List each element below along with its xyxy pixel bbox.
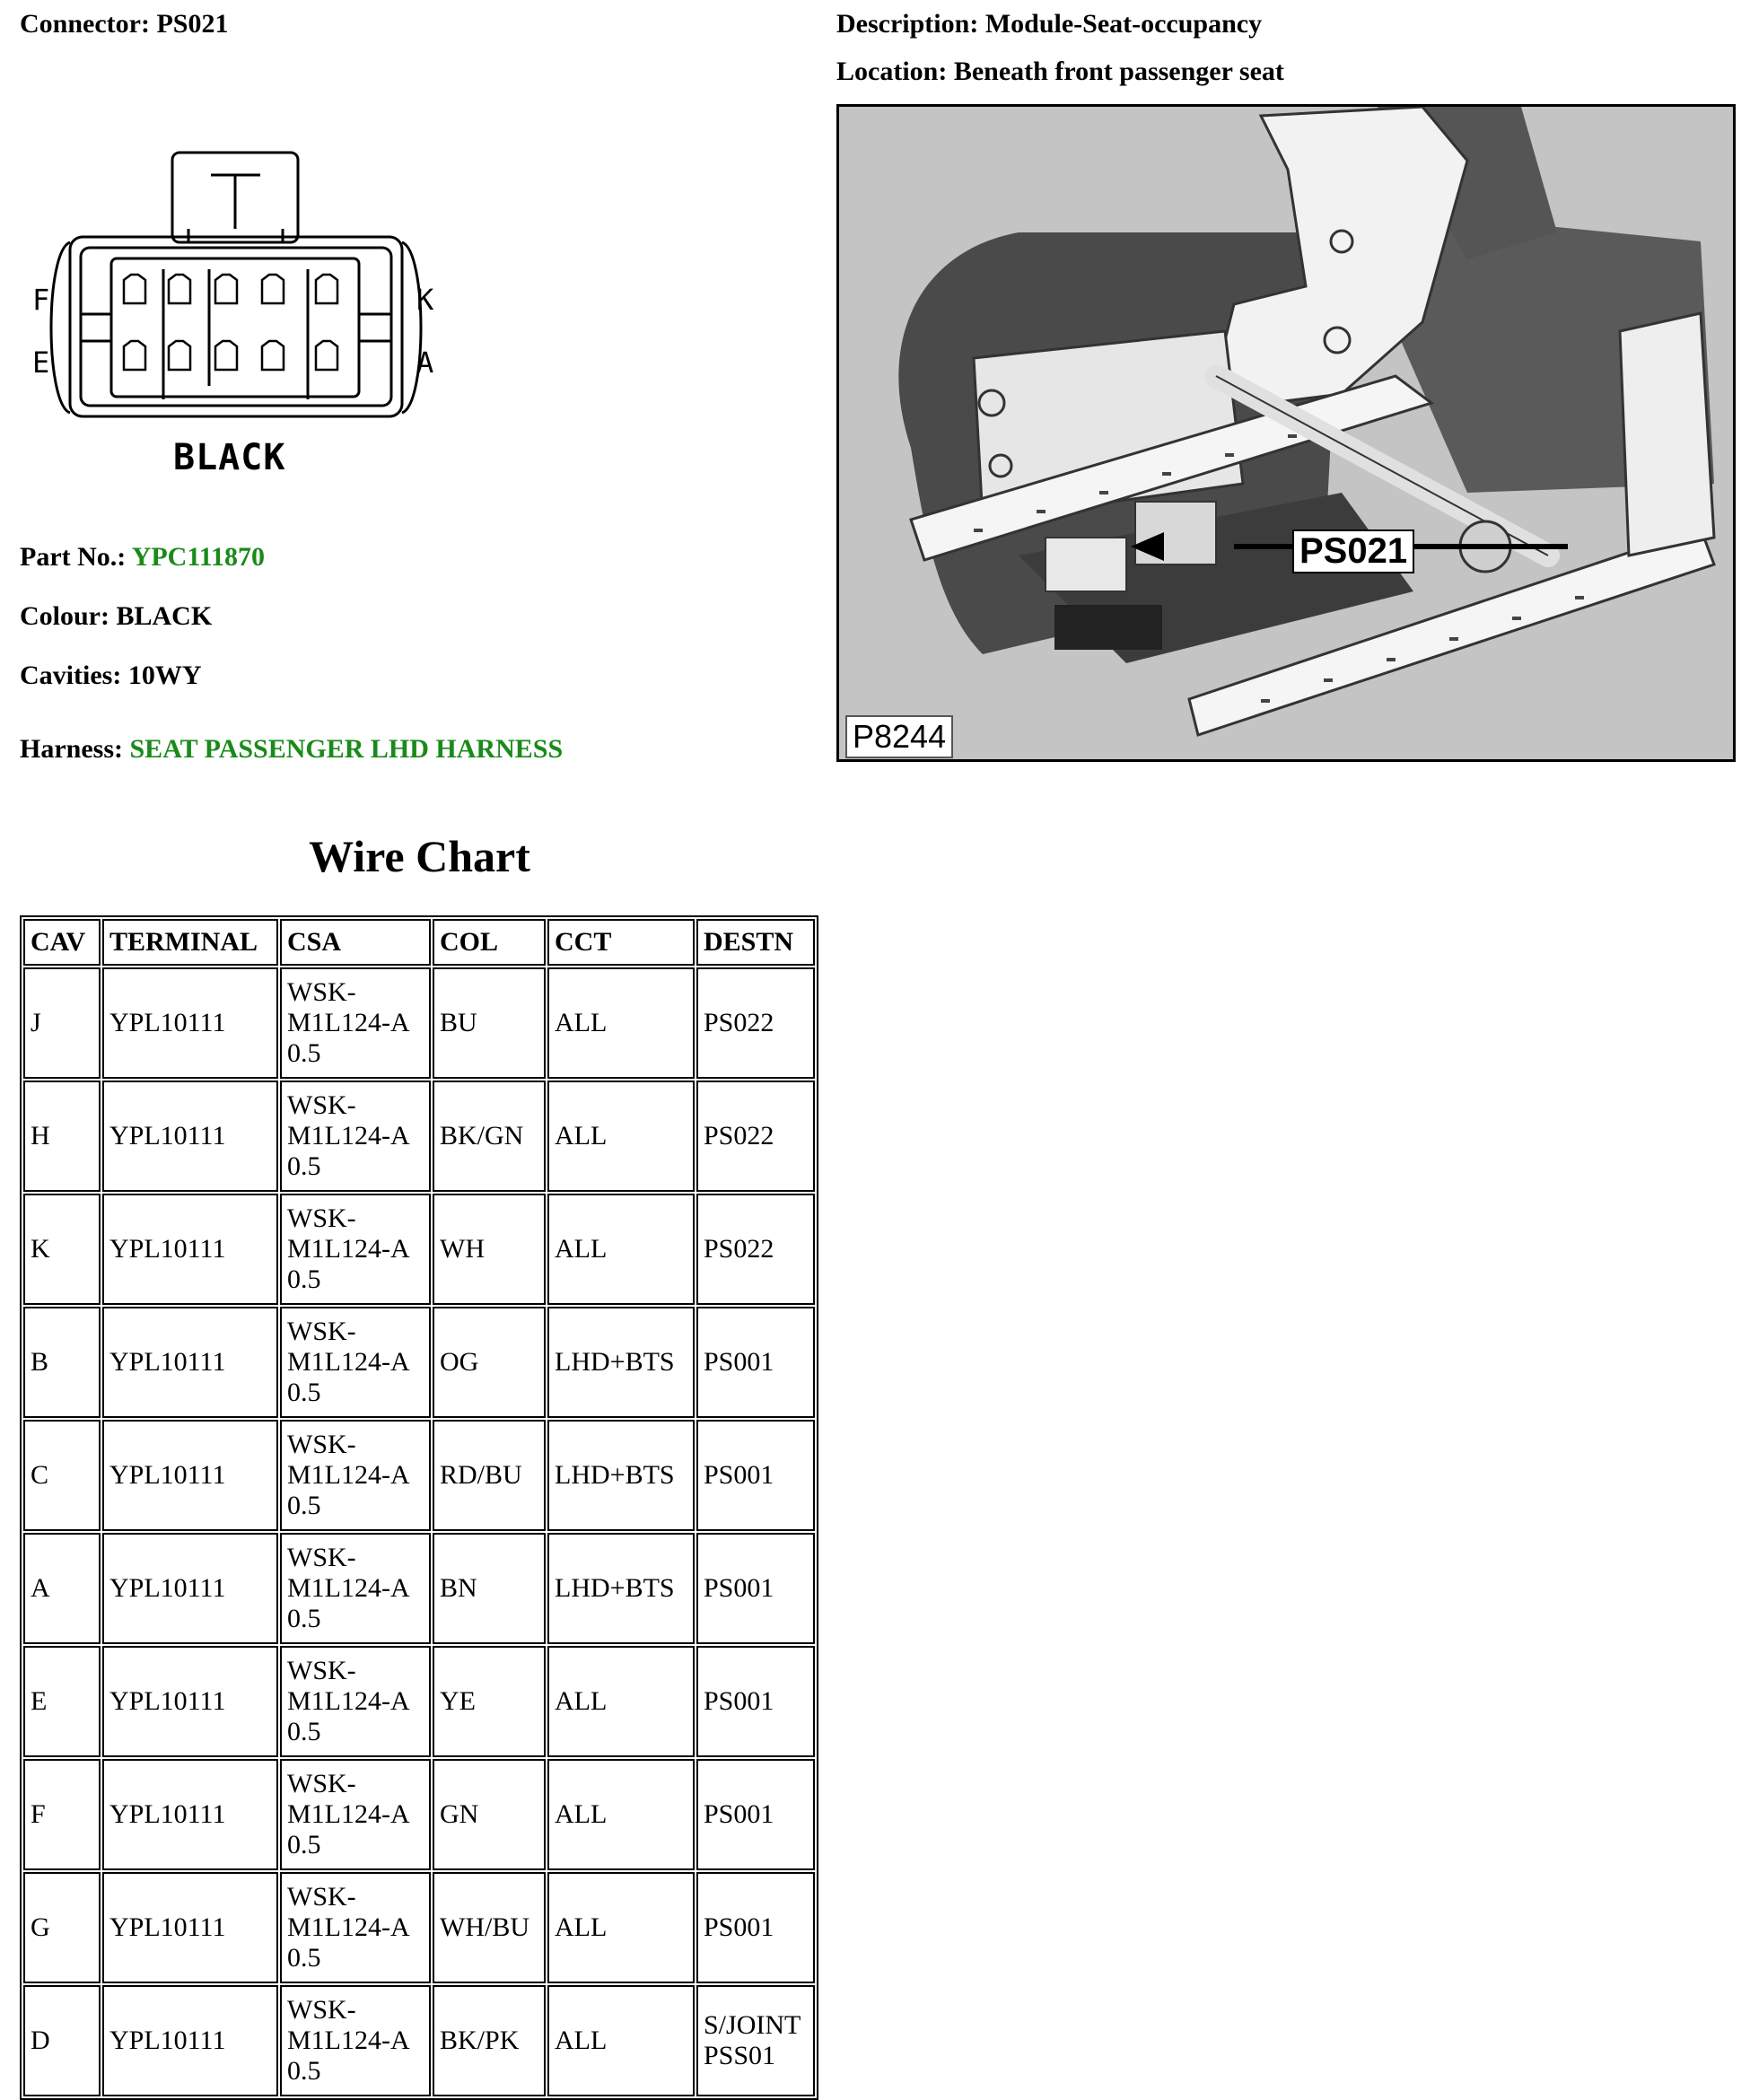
csa-line: M1L124-A: [287, 1008, 410, 1037]
cavities-label: Cavities:: [20, 661, 122, 690]
destn-cell: [696, 967, 815, 1079]
terminal-cell: YPL10111: [102, 1420, 278, 1531]
csa-line: 0.5: [287, 1830, 321, 1859]
location-photo: [836, 104, 1736, 762]
csa-line: 0.5: [287, 1491, 321, 1520]
destn-cell: [696, 1872, 815, 1983]
col-cell: YE: [433, 1646, 546, 1757]
csa-cell: [280, 1307, 431, 1418]
wire-row: [23, 1759, 815, 1870]
part-number-link[interactable]: YPC111870: [131, 542, 266, 572]
location-heading: [836, 57, 1284, 87]
header-cav: CAV: [23, 919, 101, 966]
col-cell: BN: [433, 1533, 546, 1644]
colour-line: [20, 601, 212, 632]
wire-row: [23, 1533, 815, 1644]
terminal-cell: YPL10111: [102, 1872, 278, 1983]
csa-cell: [280, 1081, 431, 1192]
csa-line: 0.5: [287, 1264, 321, 1294]
cavities-value: 10WY: [127, 661, 202, 690]
csa-line: WSK-: [287, 1430, 356, 1459]
destn-line: PS022: [704, 1234, 774, 1264]
description-label: Description:: [836, 9, 979, 39]
csa-line: M1L124-A: [287, 1234, 410, 1264]
col-cell: OG: [433, 1307, 546, 1418]
wire-chart-title: Wire Chart: [309, 831, 530, 881]
csa-line: M1L124-A: [287, 1460, 410, 1490]
col-cell: BK/PK: [433, 1985, 546, 2096]
csa-cell: [280, 1646, 431, 1757]
connector-value: PS021: [156, 9, 229, 39]
destn-cell: [696, 1533, 815, 1644]
pin-label-e: E: [32, 346, 50, 380]
harness-label: Harness:: [20, 734, 123, 764]
destn-line: PSS01: [704, 2041, 776, 2070]
connector-face-drawing: [27, 144, 458, 431]
cct-cell: LHD+BTS: [547, 1420, 695, 1531]
cav-cell: C: [23, 1420, 101, 1531]
wire-row: [23, 1420, 815, 1531]
cav-cell: D: [23, 1985, 101, 2096]
connector-label: Connector:: [20, 9, 150, 39]
csa-line: WSK-: [287, 1543, 356, 1572]
colour-label: Colour:: [20, 601, 109, 631]
csa-cell: [280, 1533, 431, 1644]
csa-line: WSK-: [287, 1656, 356, 1685]
header-terminal: TERMINAL: [102, 919, 278, 966]
csa-line: 0.5: [287, 1378, 321, 1407]
csa-line: 0.5: [287, 1151, 321, 1181]
destn-line: S/JOINT: [704, 2010, 801, 2040]
csa-cell: [280, 967, 431, 1079]
part-number-line: [20, 542, 265, 573]
terminal-cell: YPL10111: [102, 1533, 278, 1644]
photo-figure-id: P8244: [845, 715, 953, 758]
cct-cell: LHD+BTS: [547, 1533, 695, 1644]
cav-cell: K: [23, 1194, 101, 1305]
cct-cell: ALL: [547, 967, 695, 1079]
csa-line: WSK-: [287, 977, 356, 1007]
destn-cell: [696, 1081, 815, 1192]
terminal-cell: YPL10111: [102, 1194, 278, 1305]
csa-line: 0.5: [287, 1943, 321, 1973]
destn-cell: [696, 1307, 815, 1418]
cav-cell: H: [23, 1081, 101, 1192]
terminal-cell: YPL10111: [102, 1985, 278, 2096]
cct-cell: ALL: [547, 1985, 695, 2096]
csa-line: 0.5: [287, 1038, 321, 1068]
terminal-cell: YPL10111: [102, 967, 278, 1079]
wire-row: [23, 1646, 815, 1757]
wire-row: [23, 1194, 815, 1305]
cct-cell: ALL: [547, 1872, 695, 1983]
harness-link[interactable]: SEAT PASSENGER LHD HARNESS: [129, 734, 564, 764]
col-cell: BK/GN: [433, 1081, 546, 1192]
cav-cell: A: [23, 1533, 101, 1644]
destn-line: PS022: [704, 1008, 774, 1037]
csa-cell: [280, 1194, 431, 1305]
csa-line: M1L124-A: [287, 2026, 410, 2055]
cavities-line: [20, 661, 201, 691]
header-destn: DESTN: [696, 919, 815, 966]
destn-line: PS001: [704, 1686, 774, 1716]
header-col: COL: [433, 919, 546, 966]
csa-line: M1L124-A: [287, 1912, 410, 1942]
wire-row: [23, 1081, 815, 1192]
header-cct: CCT: [547, 919, 695, 966]
csa-line: 0.5: [287, 1604, 321, 1633]
wire-chart-header-row: [23, 919, 815, 966]
csa-line: M1L124-A: [287, 1573, 410, 1603]
seat-illustration: [839, 107, 1733, 759]
terminal-cell: YPL10111: [102, 1307, 278, 1418]
connector-colour-caption: BLACK: [173, 437, 286, 478]
destn-line: PS001: [704, 1347, 774, 1377]
csa-line: M1L124-A: [287, 1686, 410, 1716]
csa-line: WSK-: [287, 1203, 356, 1233]
csa-cell: [280, 1420, 431, 1531]
csa-line: WSK-: [287, 1090, 356, 1120]
terminal-cell: YPL10111: [102, 1081, 278, 1192]
pin-label-f: F: [32, 283, 50, 317]
cct-cell: ALL: [547, 1194, 695, 1305]
connector-heading: [20, 9, 228, 39]
col-cell: GN: [433, 1759, 546, 1870]
terminal-cell: YPL10111: [102, 1759, 278, 1870]
destn-line: PS001: [704, 1799, 774, 1829]
cav-cell: E: [23, 1646, 101, 1757]
pin-label-k: K: [416, 283, 434, 317]
csa-line: M1L124-A: [287, 1121, 410, 1151]
destn-cell: [696, 1194, 815, 1305]
cav-cell: B: [23, 1307, 101, 1418]
cav-cell: F: [23, 1759, 101, 1870]
wire-chart-table: [20, 915, 818, 2100]
destn-cell: [696, 1985, 815, 2096]
cct-cell: ALL: [547, 1646, 695, 1757]
wire-row: [23, 1872, 815, 1983]
pin-label-a: A: [416, 346, 434, 380]
csa-line: M1L124-A: [287, 1799, 410, 1829]
destn-line: PS001: [704, 1912, 774, 1942]
col-cell: BU: [433, 967, 546, 1079]
destn-cell: [696, 1759, 815, 1870]
destn-cell: [696, 1420, 815, 1531]
col-cell: WH: [433, 1194, 546, 1305]
csa-cell: [280, 1759, 431, 1870]
description-value: Module-Seat-occupancy: [984, 9, 1263, 39]
colour-value: BLACK: [116, 601, 213, 631]
csa-line: 0.5: [287, 2056, 321, 2086]
cct-cell: LHD+BTS: [547, 1307, 695, 1418]
csa-line: WSK-: [287, 1317, 356, 1346]
cct-cell: ALL: [547, 1759, 695, 1870]
csa-line: 0.5: [287, 1717, 321, 1746]
terminal-cell: YPL10111: [102, 1646, 278, 1757]
cav-cell: J: [23, 967, 101, 1079]
cav-cell: G: [23, 1872, 101, 1983]
csa-line: WSK-: [287, 1882, 356, 1912]
photo-callout-label: PS021: [1292, 529, 1414, 573]
col-cell: RD/BU: [433, 1420, 546, 1531]
csa-cell: [280, 1872, 431, 1983]
destn-cell: [696, 1646, 815, 1757]
destn-line: PS001: [704, 1573, 774, 1603]
location-value: Beneath front passenger seat: [953, 57, 1284, 86]
cct-cell: ALL: [547, 1081, 695, 1192]
csa-line: WSK-: [287, 1995, 356, 2025]
wire-row: [23, 967, 815, 1079]
wire-row: [23, 1307, 815, 1418]
wire-chart-body: [23, 967, 815, 2096]
location-label: Location:: [836, 57, 948, 86]
description-heading: [836, 9, 1262, 39]
destn-line: PS001: [704, 1460, 774, 1490]
csa-line: WSK-: [287, 1769, 356, 1798]
header-csa: CSA: [280, 919, 431, 966]
destn-line: PS022: [704, 1121, 774, 1151]
wire-row: [23, 1985, 815, 2096]
csa-line: M1L124-A: [287, 1347, 410, 1377]
harness-line: [20, 734, 563, 765]
col-cell: WH/BU: [433, 1872, 546, 1983]
csa-cell: [280, 1985, 431, 2096]
part-number-label: Part No.:: [20, 542, 127, 572]
connector-face-diagram: [27, 144, 458, 431]
